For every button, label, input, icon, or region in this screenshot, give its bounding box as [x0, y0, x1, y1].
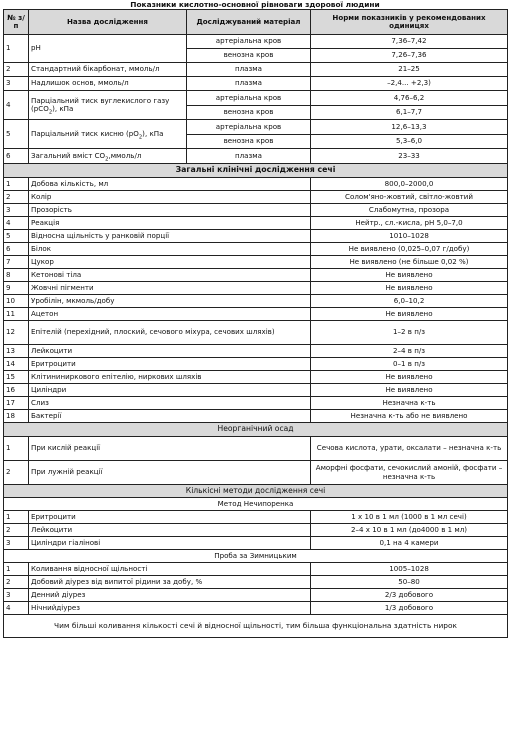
row-value: 1–2 в п/з — [311, 321, 508, 345]
row-name: При лужній реакції — [29, 461, 311, 485]
footer-row — [4, 615, 508, 638]
row-name: Колір — [29, 191, 311, 204]
row-name: Парціальний тиск вуглекислого газу (pCO$_2$), кПа — [29, 91, 187, 120]
row-name: pH — [29, 35, 187, 63]
row-name: Циліндри гіалінові — [29, 537, 311, 550]
header-num: № з/п — [4, 10, 29, 35]
row-num: 13 — [4, 345, 29, 358]
row-num: 4 — [4, 217, 29, 230]
table-row — [4, 149, 508, 164]
row-num: 1 — [4, 437, 29, 461]
row-num: 18 — [4, 410, 29, 423]
table-row — [4, 537, 508, 550]
row-name: Добовий діурез від випитої рідини за добу, % — [29, 576, 311, 589]
row-name: Слиз — [29, 397, 311, 410]
row-value: Не виявлено — [311, 384, 508, 397]
row-value: Не виявлено (0,025–0,07 г/добу) — [311, 243, 508, 256]
row-value: Не виявлено (не більше 0,02 %) — [311, 256, 508, 269]
row-material: артеріальна кров — [187, 91, 311, 106]
row-num: 1 — [4, 35, 29, 63]
row-value: Не виявлено — [311, 282, 508, 295]
header-material: Досліджуваний матеріал — [187, 10, 311, 35]
row-num: 2 — [4, 63, 29, 77]
table-row — [4, 243, 508, 256]
table-row — [4, 576, 508, 589]
table-row — [4, 563, 508, 576]
table-row — [4, 371, 508, 384]
header-row — [4, 10, 508, 35]
row-value: 0–1 в п/з — [311, 358, 508, 371]
row-num: 1 — [4, 178, 29, 191]
table-row — [4, 397, 508, 410]
section-heading-row — [4, 485, 508, 498]
row-num: 15 — [4, 371, 29, 384]
row-num: 3 — [4, 537, 29, 550]
row-num: 11 — [4, 308, 29, 321]
table-row — [4, 511, 508, 524]
urine-heading: Загальні клінічні дослідження сечі — [4, 164, 508, 178]
subsection-heading-row — [4, 498, 508, 511]
row-name: Клітининиркового епітелію, ниркових шляхів — [29, 371, 311, 384]
row-norm: 6,1–7,7 — [311, 106, 508, 120]
row-num: 4 — [4, 602, 29, 615]
row-value: 50–80 — [311, 576, 508, 589]
row-name: Денний діурез — [29, 589, 311, 602]
row-num: 8 — [4, 269, 29, 282]
table-row — [4, 321, 508, 345]
section-heading-row — [4, 164, 508, 178]
document-title: Показники кислотно-основної рівноваги здорової людини — [130, 0, 380, 9]
table-row — [4, 178, 508, 191]
row-name: Реакція — [29, 217, 311, 230]
row-name: Еритроцити — [29, 511, 311, 524]
acid-base-table — [3, 9, 508, 164]
row-name: Лейкоцити — [29, 345, 311, 358]
sediment-heading: Неорганічний осад — [4, 423, 508, 437]
row-norm: 21–25 — [311, 63, 508, 77]
row-value: Аморфні фосфати, сечокислий амоній, фосфати – незначна к-ть — [311, 461, 508, 485]
table-row — [4, 77, 508, 91]
table-row — [4, 308, 508, 321]
row-name: Уробілін, мкмоль/добу — [29, 295, 311, 308]
row-material: плазма — [187, 63, 311, 77]
header-norm: Норми показників у рекомендованих одиницях — [311, 10, 508, 35]
row-num: 4 — [4, 91, 29, 120]
quant-heading: Кількісні методи дослідження сечі — [4, 485, 508, 498]
row-material: венозна кров — [187, 135, 311, 149]
table-row — [4, 589, 508, 602]
row-name: Відносна щільність у ранковій порції — [29, 230, 311, 243]
row-norm: 5,3–6,0 — [311, 135, 508, 149]
row-material: артеріальна кров — [187, 120, 311, 135]
row-norm: 7,26–7,36 — [311, 49, 508, 63]
table-row — [4, 63, 508, 77]
table-row — [4, 256, 508, 269]
row-norm: 23–33 — [311, 149, 508, 164]
row-num: 6 — [4, 243, 29, 256]
row-num: 2 — [4, 524, 29, 537]
row-norm: 4,76–6,2 — [311, 91, 508, 106]
row-name: Лейкоцити — [29, 524, 311, 537]
urine-table — [3, 163, 508, 638]
table-row — [4, 191, 508, 204]
table-row — [4, 461, 508, 485]
row-num: 14 — [4, 358, 29, 371]
row-name: Стандартний бікарбонат, ммоль/л — [29, 63, 187, 77]
row-num: 1 — [4, 563, 29, 576]
table-row — [4, 410, 508, 423]
table-row — [4, 602, 508, 615]
table-row — [4, 295, 508, 308]
row-name: Жовчні пігменти — [29, 282, 311, 295]
table-row — [4, 384, 508, 397]
document-page — [3, 0, 507, 638]
row-num: 2 — [4, 576, 29, 589]
row-value: 0,1 на 4 камери — [311, 537, 508, 550]
row-num: 10 — [4, 295, 29, 308]
row-value: Не виявлено — [311, 269, 508, 282]
row-material: венозна кров — [187, 49, 311, 63]
row-value: Не виявлено — [311, 308, 508, 321]
row-material: плазма — [187, 77, 311, 91]
row-name: Еритроцити — [29, 358, 311, 371]
row-num: 7 — [4, 256, 29, 269]
row-num: 5 — [4, 230, 29, 243]
row-num: 16 — [4, 384, 29, 397]
row-num: 12 — [4, 321, 29, 345]
table-row — [4, 282, 508, 295]
table-row — [4, 437, 508, 461]
row-name: Прозорість — [29, 204, 311, 217]
row-value: Незначна к-ть — [311, 397, 508, 410]
row-name: Цукор — [29, 256, 311, 269]
section-heading-row — [4, 423, 508, 437]
row-name: Циліндри — [29, 384, 311, 397]
row-value: Незначна к-ть або не виявлено — [311, 410, 508, 423]
row-name: Кетонові тіла — [29, 269, 311, 282]
row-num: 5 — [4, 120, 29, 149]
table-row — [4, 524, 508, 537]
row-value: Нейтр., сл.-кисла, pH 5,0–7,0 — [311, 217, 508, 230]
footer-note: Чим більші коливання кількості сечі й відносної щільності, тим більша функціональна здатність нирок — [4, 615, 508, 638]
row-norm: –2,4... +2,3) — [311, 77, 508, 91]
row-name: Парціальний тиск кисню $(pO_2)$, кПа — [29, 120, 187, 149]
nechiporenko-heading: Метод Нечипоренка — [4, 498, 508, 511]
row-name: Загальний вміст $CO_2,ммоль/л$ — [29, 149, 187, 164]
row-value: 2/3 добового — [311, 589, 508, 602]
row-value: Сечова кислота, урати, оксалати – незначна к-ть — [311, 437, 508, 461]
row-norm: 7,36–7,42 — [311, 35, 508, 49]
row-value: 6,0–10,2 — [311, 295, 508, 308]
table-row — [4, 358, 508, 371]
row-name: Нічнийдіурез — [29, 602, 311, 615]
row-name: Добова кількість, мл — [29, 178, 311, 191]
table-row — [4, 269, 508, 282]
subsection-heading-row — [4, 550, 508, 563]
row-name: Бактерії — [29, 410, 311, 423]
table-row — [4, 345, 508, 358]
row-material: артеріальна кров — [187, 35, 311, 49]
row-value: 1/3 добового — [311, 602, 508, 615]
row-value: 1010–1028 — [311, 230, 508, 243]
row-num: 3 — [4, 589, 29, 602]
row-norm: 12,6–13,3 — [311, 120, 508, 135]
row-num: 2 — [4, 191, 29, 204]
row-num: 9 — [4, 282, 29, 295]
row-value: 1 х 10 в 1 мл (1000 в 1 мл сечі) — [311, 511, 508, 524]
row-num: 6 — [4, 149, 29, 164]
row-material: плазма — [187, 149, 311, 164]
row-name: Надлишок основ, ммоль/л — [29, 77, 187, 91]
row-num: 3 — [4, 77, 29, 91]
row-material: венозна кров — [187, 106, 311, 120]
row-name: Коливання відносної щільності — [29, 563, 311, 576]
table-row — [4, 91, 508, 106]
row-num: 1 — [4, 511, 29, 524]
row-num: 2 — [4, 461, 29, 485]
row-value: 2–4 х 10 в 1 мл (до4000 в 1 мл) — [311, 524, 508, 537]
zimnitsky-heading: Проба за Зимницьким — [4, 550, 508, 563]
row-value: 1005–1028 — [311, 563, 508, 576]
row-num: 17 — [4, 397, 29, 410]
row-value: 2–4 в п/з — [311, 345, 508, 358]
table-row — [4, 217, 508, 230]
row-value: Слабомутна, прозора — [311, 204, 508, 217]
table-row — [4, 120, 508, 135]
row-value: 800,0–2000,0 — [311, 178, 508, 191]
table-row — [4, 204, 508, 217]
row-name: Ацетон — [29, 308, 311, 321]
row-name: Білок — [29, 243, 311, 256]
row-num: 3 — [4, 204, 29, 217]
header-name: Назва дослідження — [29, 10, 187, 35]
row-name: Епітелій (перехідний, плоский, сечового міхура, сечових шляхів) — [29, 321, 311, 345]
row-value: Не виявлено — [311, 371, 508, 384]
row-value: Солом'яно-жовтий, світло-жовтий — [311, 191, 508, 204]
table-row — [4, 35, 508, 49]
row-name: При кислій реакції — [29, 437, 311, 461]
table-row — [4, 230, 508, 243]
